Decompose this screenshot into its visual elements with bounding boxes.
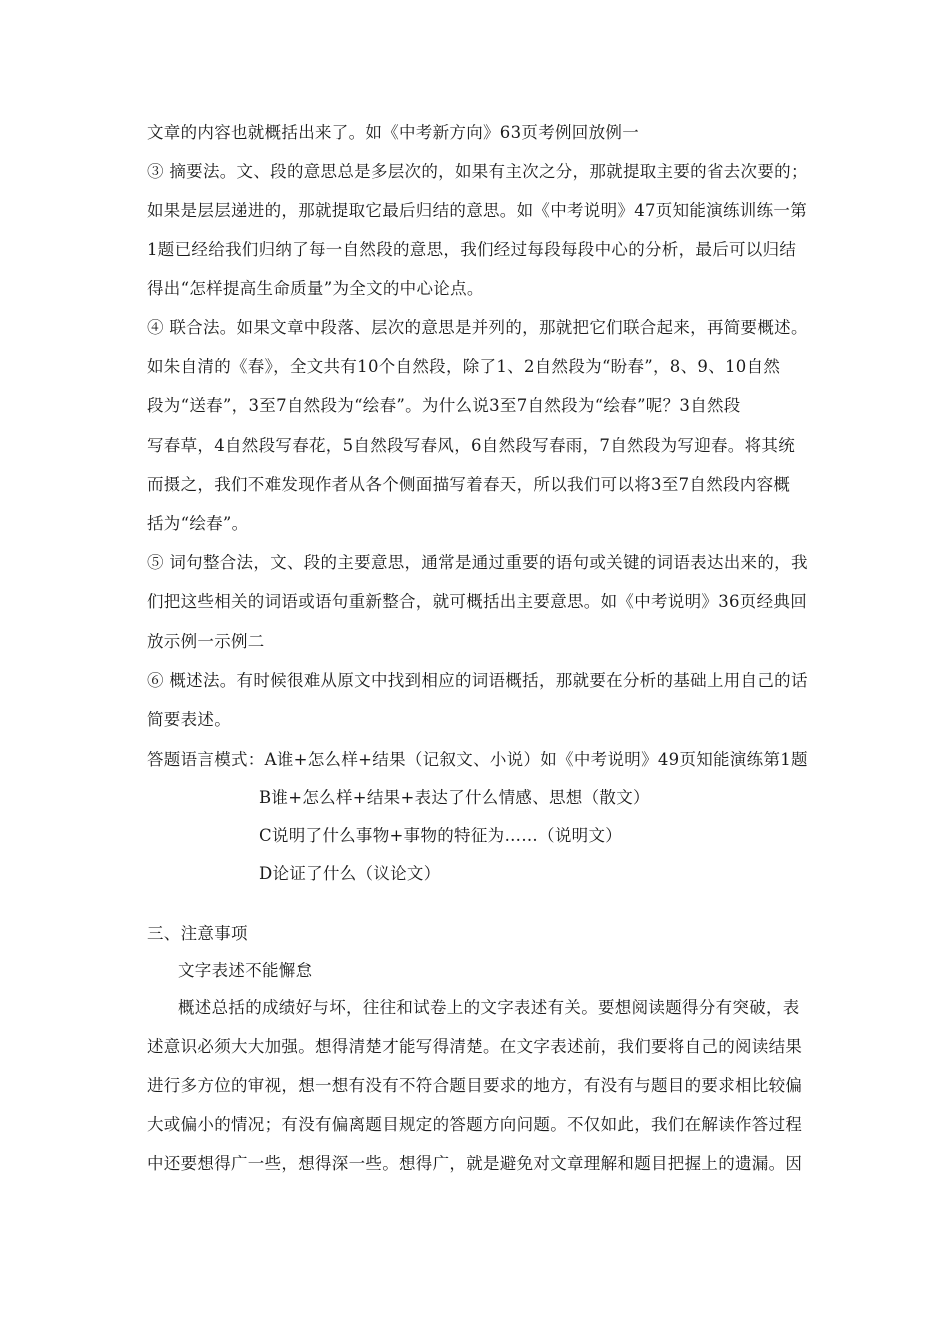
answer-pattern-c: C说明了什么事物+事物的特征为……（说明文） <box>259 826 623 845</box>
text-line: 们把这些相关的词语或语句重新整合，就可概括出主要意思。如《中考说明》36页经典回 <box>147 592 807 611</box>
answer-pattern-a: 答题语言模式：A谁+怎么样+结果（记叙文、小说）如《中考说明》49页知能演练第1题 <box>147 750 808 769</box>
text-line: 述意识必须大大加强。想得清楚才能写得清楚。在文字表述前，我们要将自己的阅读结果 <box>147 1037 803 1056</box>
text-line: 简要表述。 <box>147 710 231 729</box>
answer-pattern-b: B谁+怎么样+结果+表达了什么情感、思想（散文） <box>259 788 650 807</box>
text-line: 大或偏小的情况；有没有偏离题目规定的答题方向问题。不仅如此，我们在解读作答过程 <box>147 1115 803 1134</box>
text-line: 得出“怎样提高生命质量”为全文的中心论点。 <box>147 279 484 298</box>
text-line: 进行多方位的审视，想一想有没有不符合题目要求的地方，有没有与题目的要求相比较偏 <box>147 1076 803 1095</box>
text-line: 而摄之，我们不难发现作者从各个侧面描写着春天，所以我们可以将3至7自然段内容概 <box>147 475 791 494</box>
text-line: ⑤ 词句整合法，文、段的主要意思，通常是通过重要的语句或关键的词语表达出来的，我 <box>147 553 808 572</box>
text-line: 中还要想得广一些，想得深一些。想得广，就是避免对文章理解和题目把握上的遗漏。因 <box>147 1154 803 1173</box>
text-line: 如果是层层递进的，那就提取它最后归结的意思。如《中考说明》47页知能演练训练一第 <box>147 201 807 220</box>
text-line: 概述总括的成绩好与坏，往往和试卷上的文字表述有关。要想阅读题得分有突破，表 <box>178 998 800 1017</box>
text-line: 1题已经给我们归纳了每一自然段的意思，我们经过每段每段中心的分析，最后可以归结 <box>147 240 797 259</box>
text-line: ④ 联合法。如果文章中段落、层次的意思是并列的，那就把它们联合起来，再简要概述。 <box>147 318 808 337</box>
text-line: 放示例一示例二 <box>147 632 265 651</box>
answer-pattern-d: D论证了什么（议论文） <box>259 864 441 883</box>
section-heading: 三、注意事项 <box>147 924 248 943</box>
text-line: ③ 摘要法。文、段的意思总是多层次的，如果有主次之分，那就提取主要的省去次要的； <box>147 162 808 181</box>
text-line: 写春草，4自然段写春花，5自然段写春风，6自然段写春雨，7自然段为写迎春。将其统 <box>147 436 795 455</box>
text-line: 如朱自清的《春》，全文共有10个自然段，除了1、2自然段为“盼春”，8、9、10自然 <box>147 357 781 376</box>
text-line: 文章的内容也就概括出来了。如《中考新方向》63页考例回放例一 <box>147 123 639 142</box>
subheading: 文字表述不能懈怠 <box>178 961 313 980</box>
text-line: ⑥ 概述法。有时候很难从原文中找到相应的词语概括，那就要在分析的基础上用自己的话 <box>147 671 808 690</box>
text-line: 段为“送春”，3至7自然段为“绘春”。为什么说3至7自然段为“绘春”呢？3自然段 <box>147 396 741 415</box>
text-line: 括为“绘春”。 <box>147 514 249 533</box>
